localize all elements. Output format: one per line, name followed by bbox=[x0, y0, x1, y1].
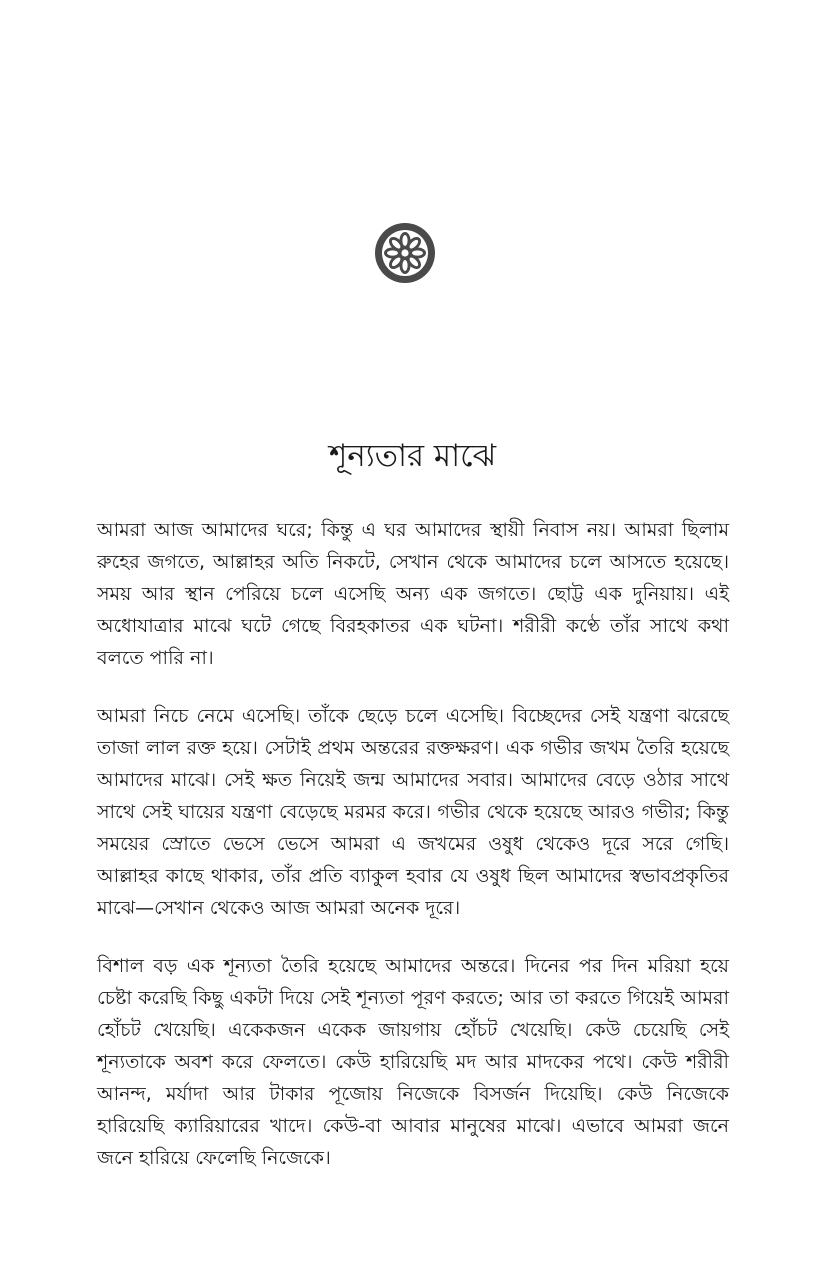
paragraph: বিশাল বড় এক শূন্যতা তৈরি হয়েছে আমাদের অন্তরে। দিনের পর দিন মরিয়া হয়ে চেষ্টা করেছি কিছু একটা দিয়ে সেই শূন্যতা পূরণ করতে; আর তা করতে গিয়েই আমরা হোঁচট খেয়েছি। একেকজন একেক জায়গায় হোঁচট খেয়েছি। কেউ চেয়েছি সেই শূন্যতাকে অবশ করে ফেলতে। কেউ হারিয়েছি মদ আর মাদকের পথে। কেউ শরীরী আনন্দ, মর্যাদা আর টাকার পূজোয় নিজেকে বিসর্জন দিয়েছি। কেউ নিজেকে হারিয়েছি ক্যারিয়ারের খাদে। কেউ-বা আবার মানুষের মাঝে। এভাবে আমরা জনে জনে হারিয়ে ফেলেছি নিজেকে। bbox=[97, 955, 729, 1169]
paragraph: আমরা নিচে নেমে এসেছি। তাঁকে ছেড়ে চলে এসেছি। বিচ্ছেদের সেই যন্ত্রণা ঝরেছে তাজা লাল রক্ত হয়ে। সেটাই প্রথম অন্তরের রক্তক্ষরণ। এক গভীর জখম তৈরি হয়েছে আমাদের মাঝে। সেই ক্ষত নিয়েই জন্ম আমাদের সবার। আমাদের বেড়ে ওঠার সাথে সাথে সেই ঘায়ের যন্ত্রণা বেড়েছে মরমর করে। গভীর থেকে হয়েছে আরও গভীর; কিন্তু সময়ের স্রোতে ভেসে ভেসে আমরা এ জখমের ওষুধ থেকেও দূরে সরে গেছি। আল্লাহর কাছে থাকার, তাঁর প্রতি ব্যাকুল হবার যে ওষুধ ছিল আমাদের স্বভাবপ্রকৃতির মাঝে—সেখান থেকেও আজ আমরা অনেক দূরে। bbox=[97, 705, 729, 919]
chapter-title: শূন্যতার মাঝে bbox=[328, 438, 497, 474]
flower-wheel-icon bbox=[374, 222, 436, 284]
body-text bbox=[97, 514, 729, 1200]
paragraph: আমরা আজ আমাদের ঘরে; কিন্তু এ ঘর আমাদের স্থায়ী নিবাস নয়। আমরা ছিলাম রুহের জগতে, আল্লাহর অতি নিকটে, সেখান থেকে আমাদের চলে আসতে হয়েছে। সময় আর স্থান পেরিয়ে চলে এসেছি অন্য এক জগতে। ছোট্ট এক দুনিয়ায়। এই অধোযাত্রার মাঝে ঘটে গেছে বিরহকাতর এক ঘটনা। শরীরী কণ্ঠে তাঁর সাথে কথা বলতে পারি না। bbox=[97, 519, 729, 669]
